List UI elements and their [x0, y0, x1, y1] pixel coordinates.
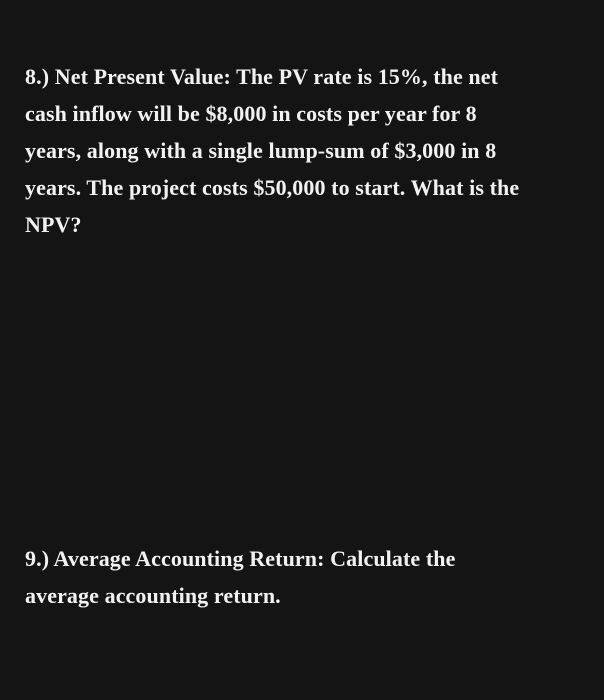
question-8-line: cash inflow will be $8,000 in costs per year for 8: [25, 101, 477, 126]
question-8-npv: [25, 58, 585, 243]
question-9-line: 9.) Average Accounting Return: Calculate the: [25, 546, 456, 571]
question-8-line: NPV?: [25, 212, 82, 237]
question-8-line: years, along with a single lump-sum of $3,000 in 8: [25, 138, 497, 163]
question-9-aar: [25, 540, 585, 614]
question-9-line: average accounting return.: [25, 583, 281, 608]
question-8-line: years. The project costs $50,000 to start. What is the: [25, 175, 520, 200]
question-8-line: 8.) Net Present Value: The PV rate is 15%, the net: [25, 64, 499, 89]
